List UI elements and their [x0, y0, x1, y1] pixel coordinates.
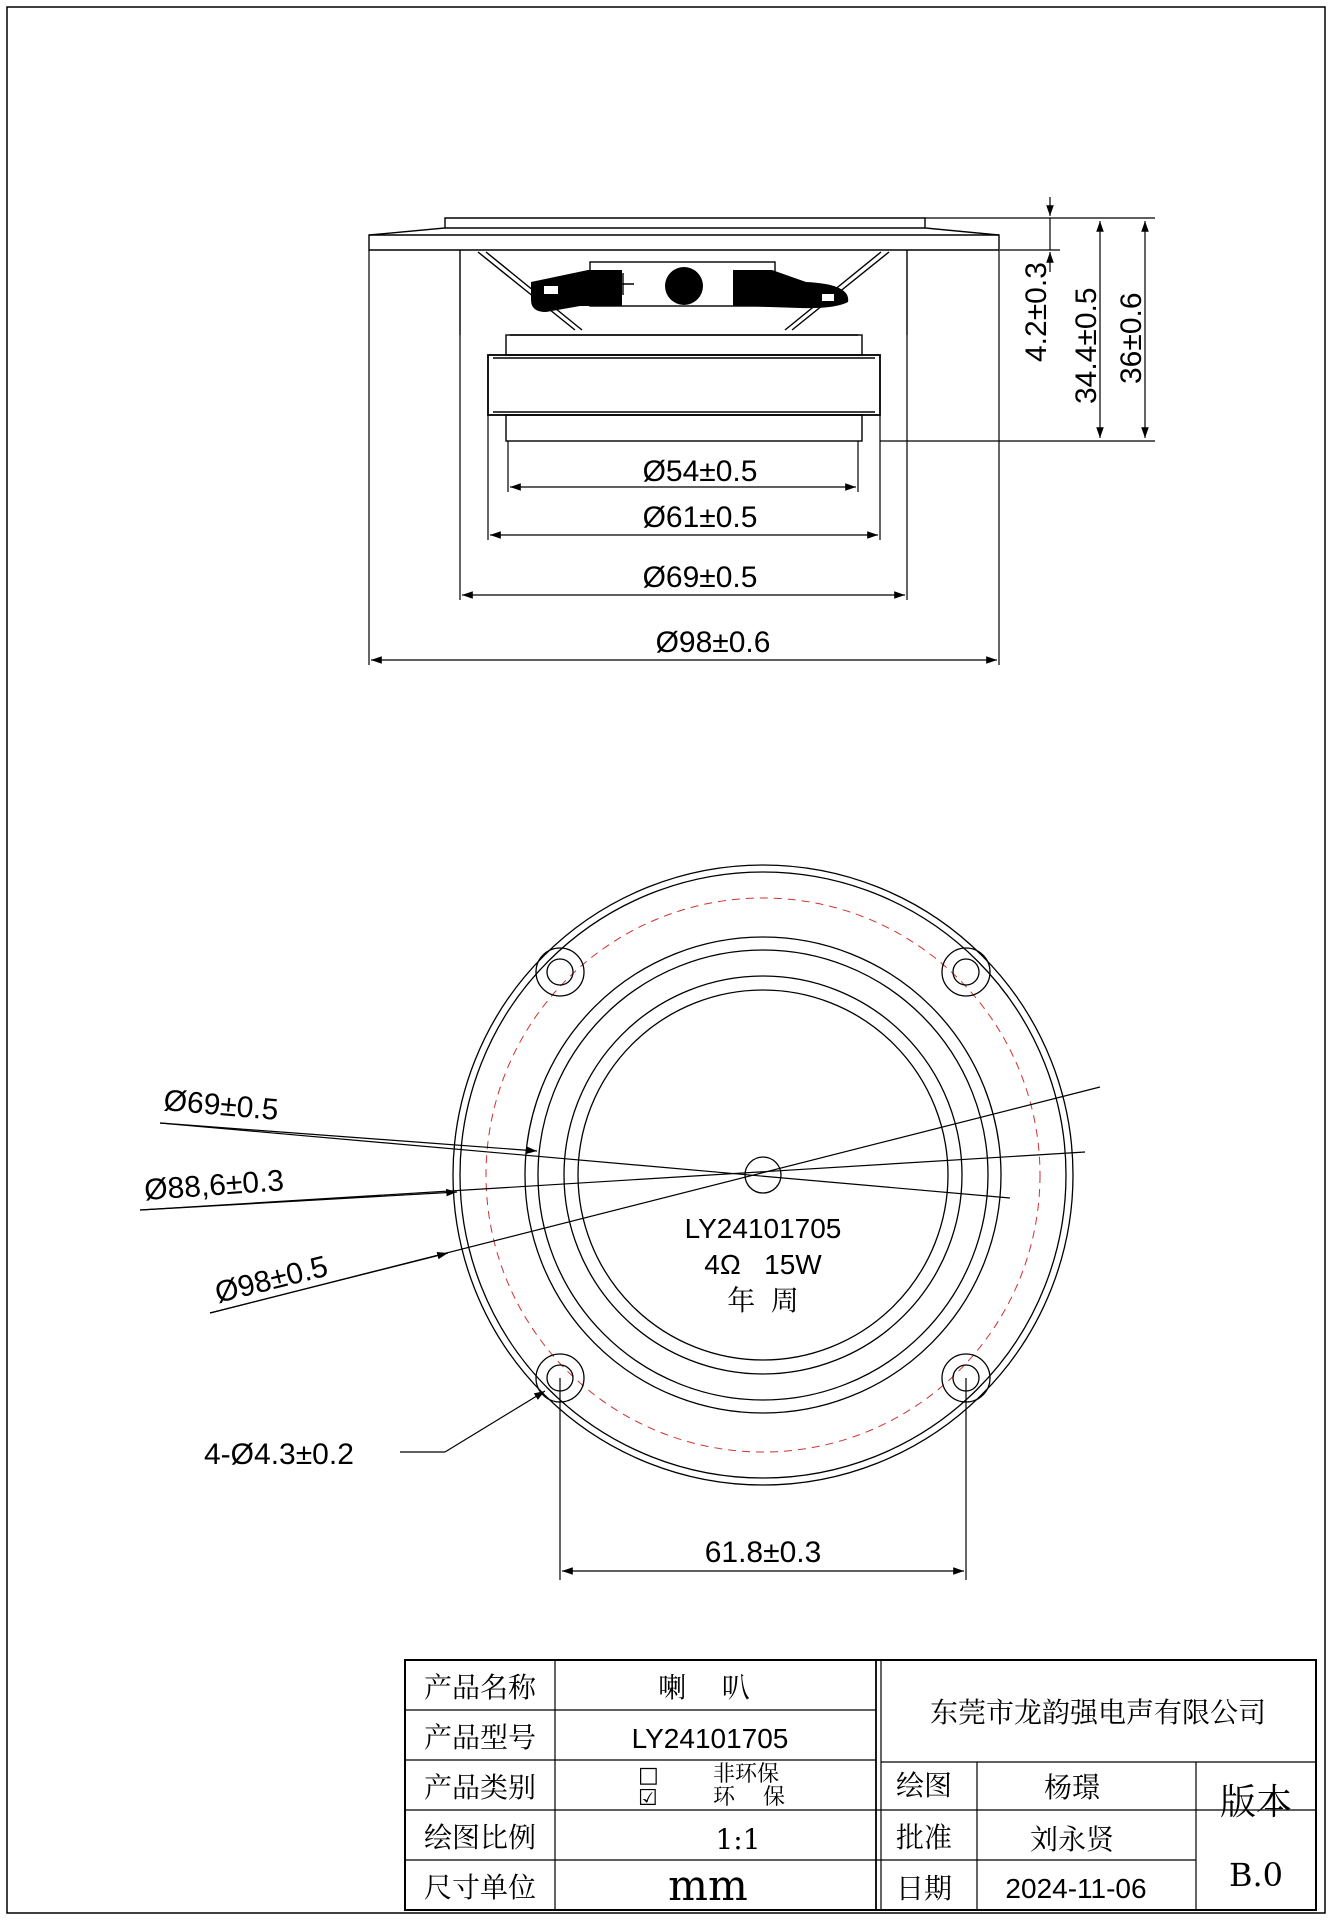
- dim-diameter-61: Ø61±0.5: [642, 501, 758, 534]
- front-callouts: [140, 1087, 1100, 1580]
- option-eco: 环 保: [713, 1785, 785, 1810]
- value-approved-by: 刘永贤: [1029, 1823, 1115, 1856]
- height-dimensions: [880, 197, 1155, 441]
- terminal-left-hole: [544, 286, 558, 294]
- dim-height-36: 36±0.6: [1115, 292, 1148, 384]
- label-drawing-scale: 绘图比例: [423, 1821, 537, 1854]
- dim-diameter-98: Ø98±0.6: [655, 626, 771, 659]
- front-view: [453, 865, 1073, 1485]
- label-date: 日期: [895, 1872, 953, 1905]
- checkbox-non-eco: □: [638, 1763, 659, 1788]
- label-date: 年 周: [727, 1285, 799, 1316]
- value-drawn-by: 杨璟: [1043, 1771, 1101, 1804]
- label-product-category: 产品类别: [423, 1771, 537, 1804]
- callout-diameter-88-6: Ø88,6±0.3: [143, 1164, 286, 1207]
- label-product-model: 产品型号: [423, 1721, 537, 1754]
- value-scale: 1:1: [715, 1823, 761, 1856]
- callout-diameter-98: Ø98±0.5: [211, 1249, 332, 1310]
- center-dot: [665, 267, 703, 305]
- label-dimension-unit: 尺寸单位: [423, 1871, 537, 1904]
- value-version: B.0: [1228, 1856, 1284, 1894]
- label-product-name: 产品名称: [423, 1671, 537, 1704]
- label-drawn: 绘图: [895, 1769, 953, 1802]
- side-view: [369, 218, 999, 441]
- value-date: 2024-11-06: [1005, 1873, 1147, 1904]
- callout-holes: 4-Ø4.3±0.2: [204, 1438, 354, 1471]
- label-spec: 4Ω 15W: [704, 1249, 822, 1280]
- label-approved: 批准: [895, 1821, 953, 1854]
- dim-diameter-69: Ø69±0.5: [642, 561, 758, 594]
- dim-height-4-2: 4.2±0.3: [1020, 262, 1053, 362]
- value-unit: mm: [668, 1861, 748, 1910]
- terminal-right-hole: [822, 294, 834, 301]
- company-name: 东莞市龙韵强电声有限公司: [929, 1696, 1267, 1729]
- dim-diameter-54: Ø54±0.5: [642, 455, 758, 488]
- label-model: LY24101705: [684, 1213, 842, 1244]
- checkbox-eco: ☑: [638, 1786, 658, 1811]
- dim-height-34-4: 34.4±0.5: [1070, 287, 1103, 404]
- option-non-eco: 非环保: [713, 1762, 780, 1787]
- dim-hole-spacing: 61.8±0.3: [704, 1536, 822, 1569]
- callout-diameter-69: Ø69±0.5: [162, 1084, 280, 1127]
- value-product-name: 喇 叭: [658, 1671, 750, 1704]
- label-version: 版本: [1219, 1782, 1293, 1823]
- value-product-model: LY24101705: [631, 1723, 789, 1754]
- terminal-right: [733, 270, 848, 308]
